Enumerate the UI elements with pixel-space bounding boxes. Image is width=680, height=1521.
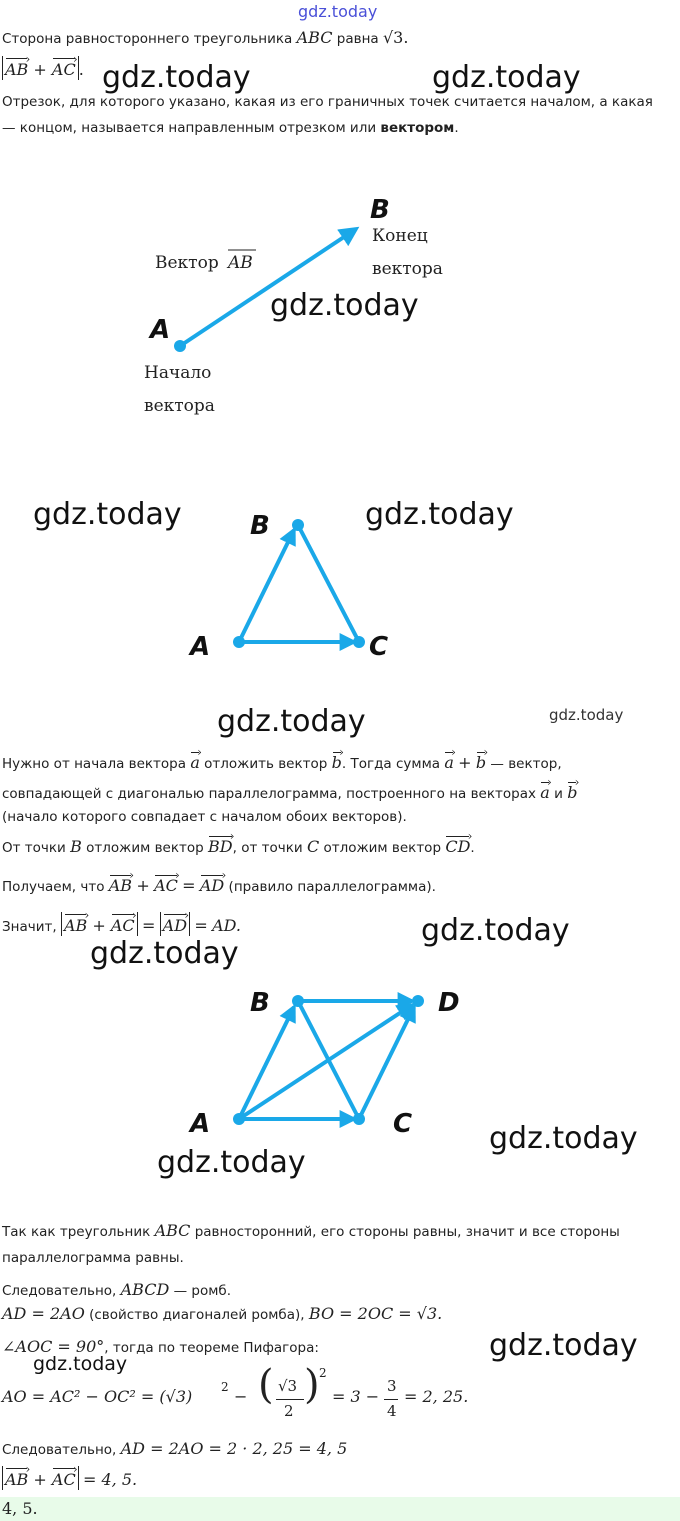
problem-question: AB › + AC › .	[2, 56, 84, 80]
answer-value: 4, 5.	[2, 1499, 38, 1518]
watermark-small: gdz.today	[549, 706, 624, 724]
watermark: gdz.today	[270, 288, 419, 323]
conclusion-line-7: Следовательно, AD = 2AO = 2 · 2, 25 = 4, 5	[2, 1439, 348, 1458]
conclusion-line-2: параллелограмма равны.	[2, 1250, 184, 1266]
watermark: gdz.today	[102, 60, 251, 95]
watermark: gdz.today	[365, 497, 514, 532]
svg-text:A: A	[190, 1109, 211, 1139]
watermark: gdz.today	[489, 1328, 638, 1363]
watermark: gdz.today	[33, 497, 182, 532]
svg-text:B: B	[250, 988, 270, 1018]
definition-line-2: — концом, называется направленным отрезком или вектором.	[2, 120, 459, 136]
point-a-dot	[174, 340, 186, 352]
end-label-2: вектора	[372, 259, 443, 279]
svg-text:A: A	[190, 632, 211, 662]
point-a-label: A	[150, 315, 171, 345]
answer-box	[0, 1497, 680, 1521]
conclusion-line-5: ∠AOC = 90°, тогда по теореме Пифагора:	[2, 1337, 319, 1356]
svg-text:D: D	[438, 988, 460, 1018]
solution-line-5: Получаем, что AB › + AC › = AD › (правило параллелограмма).	[2, 873, 436, 896]
vector-label-name: AB	[228, 253, 253, 273]
solution-line-2: совпадающей с диагональю параллелограмма, построенного на векторах a › и b ›	[2, 780, 577, 803]
watermark: gdz.today	[432, 60, 581, 95]
vector-label-word: Вектор	[155, 253, 219, 273]
conclusion-line-3: Следовательно, ABCD — ромб.	[2, 1280, 232, 1299]
triangle-diagram	[0, 500, 680, 680]
point-b-label: B	[370, 195, 390, 225]
solution-line-4: От точки B отложим вектор BD ›, от точки C отложим вектор CD ›.	[2, 834, 475, 857]
conclusion-line-8: AB › + AC › = 4, 5.	[2, 1466, 137, 1490]
conclusion-line-4: AD = 2AO (свойство диагоналей ромба), BO = 2OC = √3.	[2, 1304, 443, 1323]
start-label-2: вектора	[144, 396, 215, 416]
watermark: gdz.today	[90, 936, 239, 971]
watermark: gdz.today	[217, 704, 366, 739]
solution-line-1: Нужно от начала вектора a › отложить вектор b ›. Тогда сумма a › + b › — вектор,	[2, 750, 562, 773]
problem-statement: Сторона равностороннего треугольника ABC равна √3.	[2, 28, 409, 47]
definition-line-1: Отрезок, для которого указано, какая из его граничных точек считается началом, а какая	[2, 94, 653, 110]
watermark: gdz.today	[489, 1121, 638, 1156]
svg-text:C: C	[393, 1109, 413, 1139]
start-label-1: Начало	[144, 363, 212, 383]
watermark: gdz.today	[421, 913, 570, 948]
watermark-small: gdz.today	[33, 1353, 128, 1375]
svg-text:C: C	[369, 632, 389, 662]
watermark: gdz.today	[157, 1145, 306, 1180]
svg-text:B: B	[250, 511, 270, 541]
end-label-1: Конец	[372, 226, 428, 246]
solution-line-3: (начало которого совпадает с началом обоих векторов).	[2, 809, 407, 825]
conclusion-line-1: Так как треугольник ABC равносторонний, его стороны равны, значит и все стороны	[2, 1221, 620, 1240]
watermark-top: gdz.today	[298, 2, 378, 21]
solution-line-6: Значит, AB › + AC › = AD › = AD.	[2, 912, 241, 936]
